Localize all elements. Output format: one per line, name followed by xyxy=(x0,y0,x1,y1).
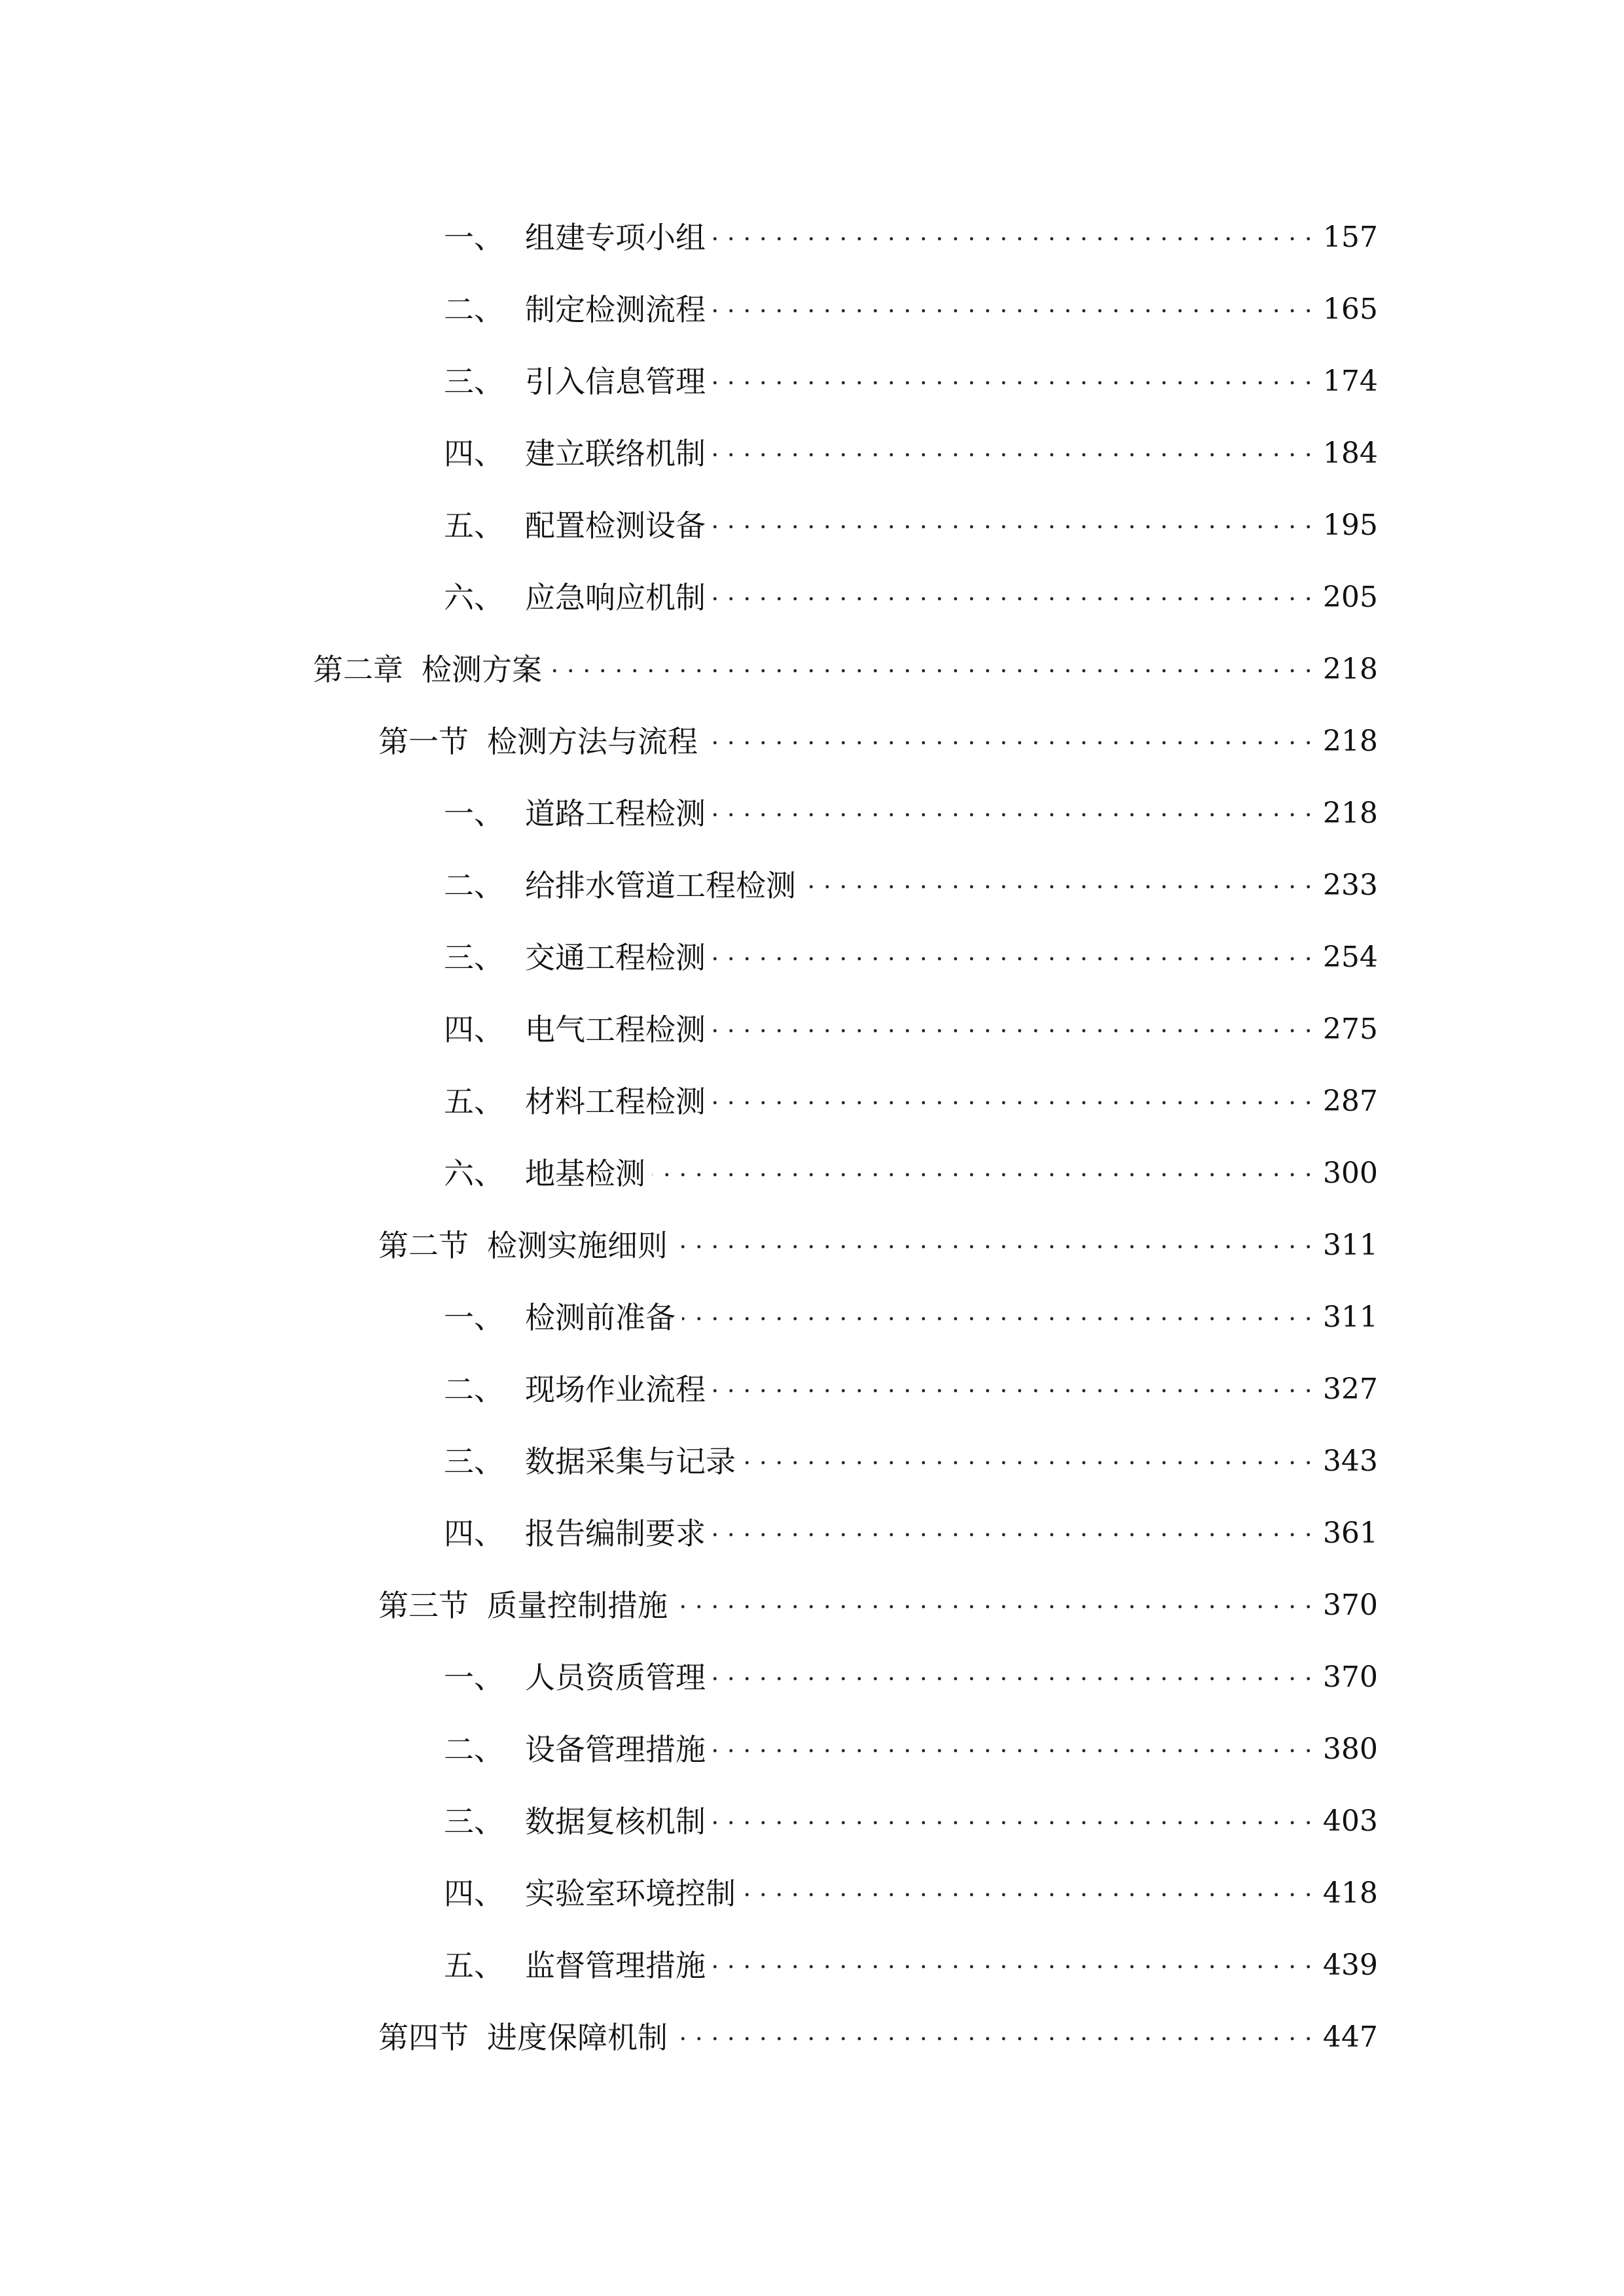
dot-leader xyxy=(712,1101,1316,1105)
toc-entry-item[interactable] xyxy=(0,1713,1624,1785)
toc-entry-text xyxy=(444,1014,712,1045)
toc-entry-text xyxy=(444,1374,712,1405)
toc-entry-title: 应急响应机制 xyxy=(525,580,706,615)
dot-leader xyxy=(712,1029,1316,1033)
toc-entry-text xyxy=(444,364,712,399)
toc-entry-text xyxy=(444,942,712,973)
toc-page-number: 403 xyxy=(1315,1807,1378,1836)
toc-entry-number: 五、 xyxy=(444,1948,504,1983)
toc-entry-item[interactable] xyxy=(0,1354,1624,1426)
toc-entry-chapter[interactable] xyxy=(0,634,1624,706)
toc-entry-title: 进度保障机制 xyxy=(487,2020,668,2055)
toc-entry-text xyxy=(378,726,704,757)
toc-entry-text xyxy=(444,1950,712,1981)
toc-entry-item[interactable] xyxy=(0,1498,1624,1570)
toc-page-number: 361 xyxy=(1315,1519,1378,1548)
dot-leader xyxy=(712,1677,1316,1681)
dot-leader xyxy=(712,1965,1316,1969)
toc-entry-title: 检测实施细则 xyxy=(487,1228,668,1263)
toc-entry-number: 二、 xyxy=(444,292,504,327)
toc-entry-title: 地基检测 xyxy=(525,1156,645,1191)
toc-entry-item[interactable] xyxy=(0,1282,1624,1354)
toc-entry-number: 第一节 xyxy=(378,724,469,759)
toc-page-number: 157 xyxy=(1315,223,1378,252)
toc-page-number: 205 xyxy=(1315,583,1378,612)
toc-entry-title: 电气工程检测 xyxy=(525,1012,706,1047)
toc-page-number: 311 xyxy=(1315,1303,1378,1332)
toc-entry-text xyxy=(444,1662,712,1693)
toc-entry-text xyxy=(444,1878,742,1909)
toc-entry-text xyxy=(444,1806,712,1837)
toc-entry-text xyxy=(444,1734,712,1765)
dot-leader xyxy=(712,1389,1316,1393)
toc-entry-number: 第二章 xyxy=(313,652,403,687)
dot-leader xyxy=(712,1821,1316,1825)
toc-page-number: 165 xyxy=(1315,295,1378,324)
toc-entry-title: 道路工程检测 xyxy=(525,796,706,831)
toc-entry-title: 数据采集与记录 xyxy=(525,1444,736,1479)
toc-entry-number: 一、 xyxy=(444,1300,504,1335)
toc-entry-title: 人员资质管理 xyxy=(525,1660,706,1695)
dot-leader xyxy=(674,2037,1316,2041)
toc-page-number: 254 xyxy=(1315,943,1378,972)
toc-page-number: 418 xyxy=(1315,1879,1378,1908)
toc-entry-number: 第四节 xyxy=(378,2020,469,2055)
dot-leader xyxy=(674,1605,1316,1609)
toc-entry-title: 配置检测设备 xyxy=(525,508,706,543)
table-of-contents xyxy=(0,202,1624,2073)
toc-entry-number: 二、 xyxy=(444,1372,504,1407)
toc-entry-number: 二、 xyxy=(444,868,504,903)
toc-page-number: 218 xyxy=(1315,799,1378,828)
toc-entry-item[interactable] xyxy=(0,562,1624,634)
toc-entry-title: 数据复核机制 xyxy=(525,1804,706,1839)
toc-page-number: 174 xyxy=(1315,367,1378,396)
toc-entry-item[interactable] xyxy=(0,202,1624,274)
toc-entry-title: 现场作业流程 xyxy=(525,1372,706,1407)
toc-entry-title: 制定检测流程 xyxy=(525,292,706,327)
toc-entry-item[interactable] xyxy=(0,1641,1624,1713)
toc-entry-text xyxy=(444,1086,712,1117)
toc-entry-text xyxy=(378,2022,674,2053)
dot-leader xyxy=(712,1533,1316,1537)
toc-page-number: 184 xyxy=(1315,439,1378,468)
toc-entry-number: 四、 xyxy=(444,436,504,471)
dot-leader xyxy=(652,1173,1316,1177)
dot-leader xyxy=(742,1461,1316,1465)
toc-entry-text xyxy=(444,580,712,615)
toc-entry-title: 组建专项小组 xyxy=(525,220,706,255)
dot-leader xyxy=(712,381,1316,385)
toc-page-number: 370 xyxy=(1315,1591,1378,1620)
toc-page-number: 195 xyxy=(1315,511,1378,540)
toc-page-number: 311 xyxy=(1315,1231,1378,1260)
toc-entry-text xyxy=(444,220,712,255)
toc-page-number: 218 xyxy=(1315,727,1378,756)
toc-page-number: 327 xyxy=(1315,1375,1378,1404)
toc-entry-number: 二、 xyxy=(444,1732,504,1767)
toc-entry-item[interactable] xyxy=(0,418,1624,490)
toc-entry-item[interactable] xyxy=(0,1138,1624,1210)
toc-entry-title: 交通工程检测 xyxy=(525,940,706,975)
toc-entry-text xyxy=(444,292,712,327)
toc-entry-section[interactable] xyxy=(0,1570,1624,1641)
toc-entry-number: 三、 xyxy=(444,364,504,399)
dot-leader xyxy=(712,525,1316,529)
dot-leader xyxy=(712,1749,1316,1753)
dot-leader xyxy=(742,1893,1316,1897)
toc-entry-text xyxy=(378,1230,674,1261)
toc-entry-number: 一、 xyxy=(444,220,504,255)
toc-entry-title: 检测方案 xyxy=(422,652,542,687)
toc-entry-text xyxy=(444,870,803,901)
dot-leader xyxy=(712,237,1316,241)
toc-entry-item[interactable] xyxy=(0,1857,1624,1929)
toc-entry-item[interactable] xyxy=(0,490,1624,562)
dot-leader xyxy=(674,1245,1316,1249)
toc-entry-number: 四、 xyxy=(444,1012,504,1047)
dot-leader xyxy=(803,885,1316,889)
toc-entry-text xyxy=(378,1590,674,1621)
toc-entry-title: 质量控制措施 xyxy=(487,1588,668,1623)
toc-entry-item[interactable] xyxy=(0,850,1624,922)
toc-entry-section[interactable] xyxy=(0,706,1624,778)
toc-entry-title: 建立联络机制 xyxy=(525,436,706,471)
dot-leader xyxy=(712,309,1316,313)
toc-entry-section[interactable] xyxy=(0,2001,1624,2073)
dot-leader xyxy=(704,741,1316,745)
toc-entry-text xyxy=(444,1158,652,1189)
toc-page-number: 370 xyxy=(1315,1663,1378,1692)
dot-leader xyxy=(682,1317,1316,1321)
toc-entry-title: 引入信息管理 xyxy=(525,364,706,399)
toc-entry-number: 六、 xyxy=(444,580,504,615)
toc-entry-text xyxy=(444,798,712,829)
toc-entry-number: 五、 xyxy=(444,1084,504,1119)
toc-entry-title: 材料工程检测 xyxy=(525,1084,706,1119)
toc-entry-text xyxy=(444,1446,742,1477)
toc-page-number: 380 xyxy=(1315,1735,1378,1764)
toc-entry-text xyxy=(444,1302,682,1333)
toc-entry-number: 三、 xyxy=(444,1444,504,1479)
toc-entry-number: 三、 xyxy=(444,1804,504,1839)
dot-leader xyxy=(712,957,1316,961)
dot-leader xyxy=(712,453,1316,457)
toc-entry-number: 第三节 xyxy=(378,1588,469,1623)
toc-entry-number: 四、 xyxy=(444,1516,504,1551)
toc-entry-text xyxy=(313,652,549,687)
toc-entry-number: 四、 xyxy=(444,1876,504,1911)
toc-entry-section[interactable] xyxy=(0,1210,1624,1282)
dot-leader xyxy=(712,597,1316,601)
toc-entry-item[interactable] xyxy=(0,778,1624,850)
toc-page-number: 343 xyxy=(1315,1447,1378,1476)
toc-entry-number: 一、 xyxy=(444,1660,504,1695)
toc-entry-title: 检测前准备 xyxy=(525,1300,676,1335)
toc-entry-item[interactable] xyxy=(0,1929,1624,2001)
toc-entry-item[interactable] xyxy=(0,922,1624,994)
toc-entry-number: 六、 xyxy=(444,1156,504,1191)
toc-entry-item[interactable] xyxy=(0,1426,1624,1498)
toc-entry-title: 设备管理措施 xyxy=(525,1732,706,1767)
dot-leader xyxy=(712,813,1316,817)
toc-entry-text xyxy=(444,1518,712,1549)
toc-entry-title: 实验室环境控制 xyxy=(525,1876,736,1911)
toc-page-number: 275 xyxy=(1315,1015,1378,1044)
toc-entry-text xyxy=(444,436,712,471)
toc-page-number: 233 xyxy=(1315,871,1378,900)
toc-page-number: 447 xyxy=(1315,2023,1378,2052)
toc-page-number: 300 xyxy=(1315,1159,1378,1188)
toc-entry-title: 报告编制要求 xyxy=(525,1516,706,1551)
toc-entry-title: 监督管理措施 xyxy=(525,1948,706,1983)
toc-entry-item[interactable] xyxy=(0,346,1624,418)
dot-leader xyxy=(549,669,1316,673)
toc-entry-number: 第二节 xyxy=(378,1228,469,1263)
toc-entry-text xyxy=(444,508,712,543)
toc-page-number: 287 xyxy=(1315,1087,1378,1116)
toc-page-number: 218 xyxy=(1315,655,1378,684)
toc-entry-number: 五、 xyxy=(444,508,504,543)
toc-entry-title: 给排水管道工程检测 xyxy=(525,868,796,903)
toc-entry-item[interactable] xyxy=(0,274,1624,346)
toc-entry-number: 一、 xyxy=(444,796,504,831)
toc-entry-title: 检测方法与流程 xyxy=(487,724,698,759)
toc-page-number: 439 xyxy=(1315,1951,1378,1980)
toc-entry-item[interactable] xyxy=(0,1066,1624,1138)
toc-entry-item[interactable] xyxy=(0,1785,1624,1857)
toc-entry-item[interactable] xyxy=(0,994,1624,1066)
toc-entry-number: 三、 xyxy=(444,940,504,975)
